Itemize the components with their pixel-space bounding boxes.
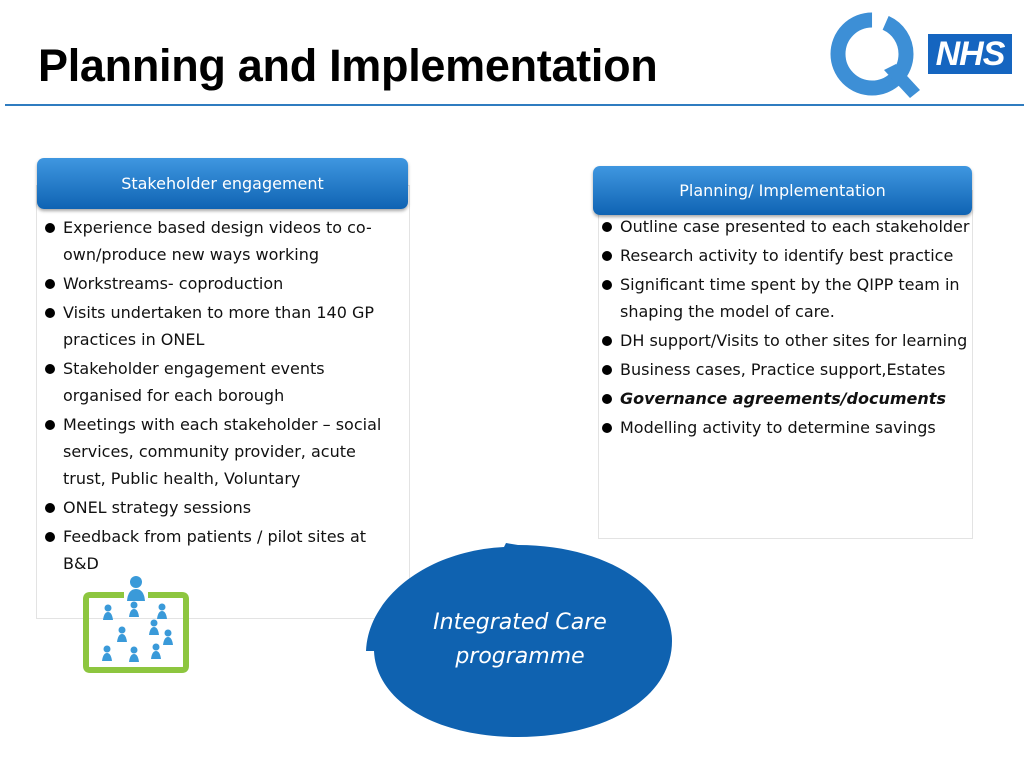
- bullet-icon: [45, 223, 55, 233]
- bullet-icon: [602, 222, 612, 232]
- title-underline: [5, 104, 1024, 106]
- q-ring-logo-icon: [826, 8, 922, 104]
- list-item: Significant time spent by the QIPP team in shaping the model of care.: [601, 271, 973, 325]
- bullet-icon: [45, 532, 55, 542]
- people-network-icon: [78, 575, 194, 679]
- list-item: ONEL strategy sessions: [44, 494, 396, 521]
- bullet-icon: [602, 394, 612, 404]
- list-item: Stakeholder engagement events organised for each borough: [44, 355, 396, 409]
- bullet-icon: [45, 364, 55, 374]
- list-item: Governance agreements/documents: [601, 385, 973, 412]
- list-item: Experience based design videos to co-own/produce new ways working: [44, 214, 396, 268]
- bullet-icon: [602, 251, 612, 261]
- list-item: Workstreams- coproduction: [44, 270, 396, 297]
- bullet-icon: [45, 503, 55, 513]
- stakeholder-list: [44, 214, 396, 579]
- list-item: Visits undertaken to more than 140 GP practices in ONEL: [44, 299, 396, 353]
- nhs-logo-text: NHS: [935, 35, 1005, 73]
- nhs-logo: [928, 34, 1012, 74]
- list-item: Meetings with each stakeholder – social services, community provider, acute trust, Public health, Voluntary: [44, 411, 396, 492]
- planning-list: [601, 213, 973, 443]
- bullet-icon: [45, 308, 55, 318]
- slide-title: Planning and Implementation: [38, 40, 658, 91]
- stakeholder-header: Stakeholder engagement: [37, 158, 408, 209]
- bullet-icon: [45, 420, 55, 430]
- list-item: Outline case presented to each stakeholder: [601, 213, 973, 240]
- bullet-icon: [602, 280, 612, 290]
- integrated-care-label: Integrated Care programme: [433, 610, 607, 669]
- bullet-icon: [602, 365, 612, 375]
- planning-header: Planning/ Implementation: [593, 166, 972, 215]
- bullet-icon: [602, 423, 612, 433]
- list-item: Modelling activity to determine savings: [601, 414, 973, 441]
- list-item: DH support/Visits to other sites for learning: [601, 327, 973, 354]
- bullet-icon: [602, 336, 612, 346]
- list-item: Research activity to identify best practice: [601, 242, 973, 269]
- list-item: Business cases, Practice support,Estates: [601, 356, 973, 383]
- bullet-icon: [45, 279, 55, 289]
- list-item: Feedback from patients / pilot sites at B&D: [44, 523, 396, 577]
